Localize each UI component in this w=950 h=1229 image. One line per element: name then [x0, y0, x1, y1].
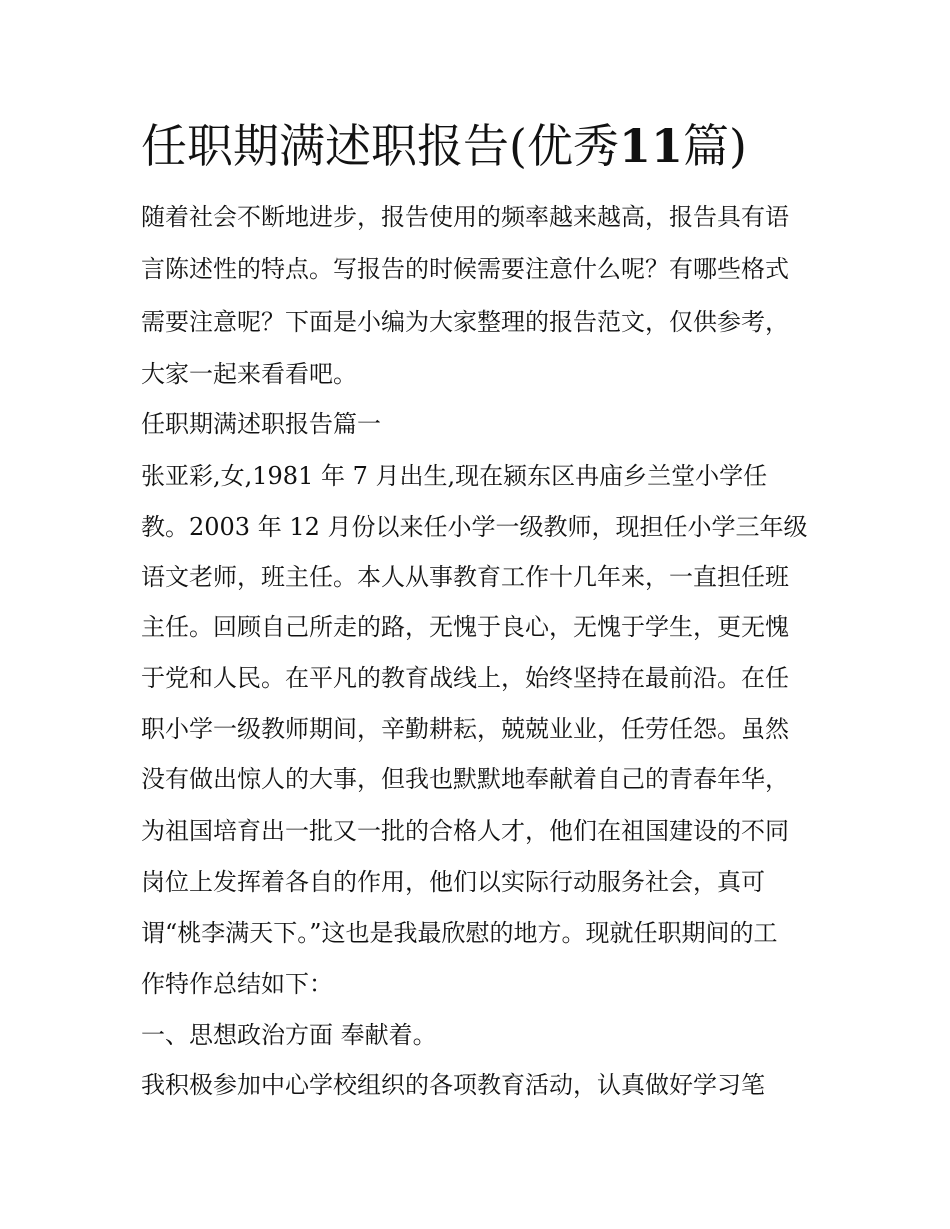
title-prefix: 任职期满述职报告(优秀: [141, 119, 619, 173]
body-line-11: 作特作总结如下：: [141, 970, 333, 998]
body-line-2: 教。2003 年 12 月份以来任小学一级教师，现担任小学三年级: [141, 513, 808, 541]
page-title: [141, 116, 841, 176]
body-line-7: 没有做出惊人的大事，但我也默默地奉献着自己的青春年华，: [141, 765, 789, 793]
title-suffix: 篇): [682, 119, 747, 173]
body-line-4: 主任。回顾自己所走的路，无愧于良心，无愧于学生，更无愧: [141, 613, 789, 641]
body-line-1: 张亚彩,女,1981 年 7 月出生,现在颍东区冉庙乡兰堂小学任: [141, 462, 768, 490]
body-line-12: 我积极参加中心学校组织的各项教育活动，认真做好学习笔: [141, 1071, 765, 1099]
body-line-3: 语文老师，班主任。本人从事教育工作十几年来，一直担任班: [141, 563, 789, 591]
intro-line-1: 随着社会不断地进步，报告使用的频率越来越高，报告具有语: [141, 203, 789, 231]
intro-line-2: 言陈述性的特点。写报告的时候需要注意什么呢？有哪些格式: [141, 255, 789, 283]
intro-line-3: 需要注意呢？下面是小编为大家整理的报告范文，仅供参考，: [141, 308, 789, 336]
body-line-9: 岗位上发挥着各自的作用，他们以实际行动服务社会，真可: [141, 868, 765, 896]
body-line-10: 谓“桃李满天下。”这也是我最欣慰的地方。现就任职期间的工: [141, 919, 778, 947]
intro-line-4: 大家一起来看看吧。: [141, 360, 357, 388]
section-heading: 任职期满述职报告篇一: [141, 410, 381, 438]
title-number: 11: [618, 119, 683, 173]
subsection-heading: 一、思想政治方面 奉献着。: [141, 1021, 437, 1049]
body-line-8: 为祖国培育出一批又一批的合格人才，他们在祖国建设的不同: [141, 817, 789, 845]
body-line-6: 职小学一级教师期间，辛勤耕耘，兢兢业业，任劳任怨。虽然: [141, 715, 789, 743]
body-line-5: 于党和人民。在平凡的教育战线上，始终坚持在最前沿。在任: [141, 664, 789, 692]
